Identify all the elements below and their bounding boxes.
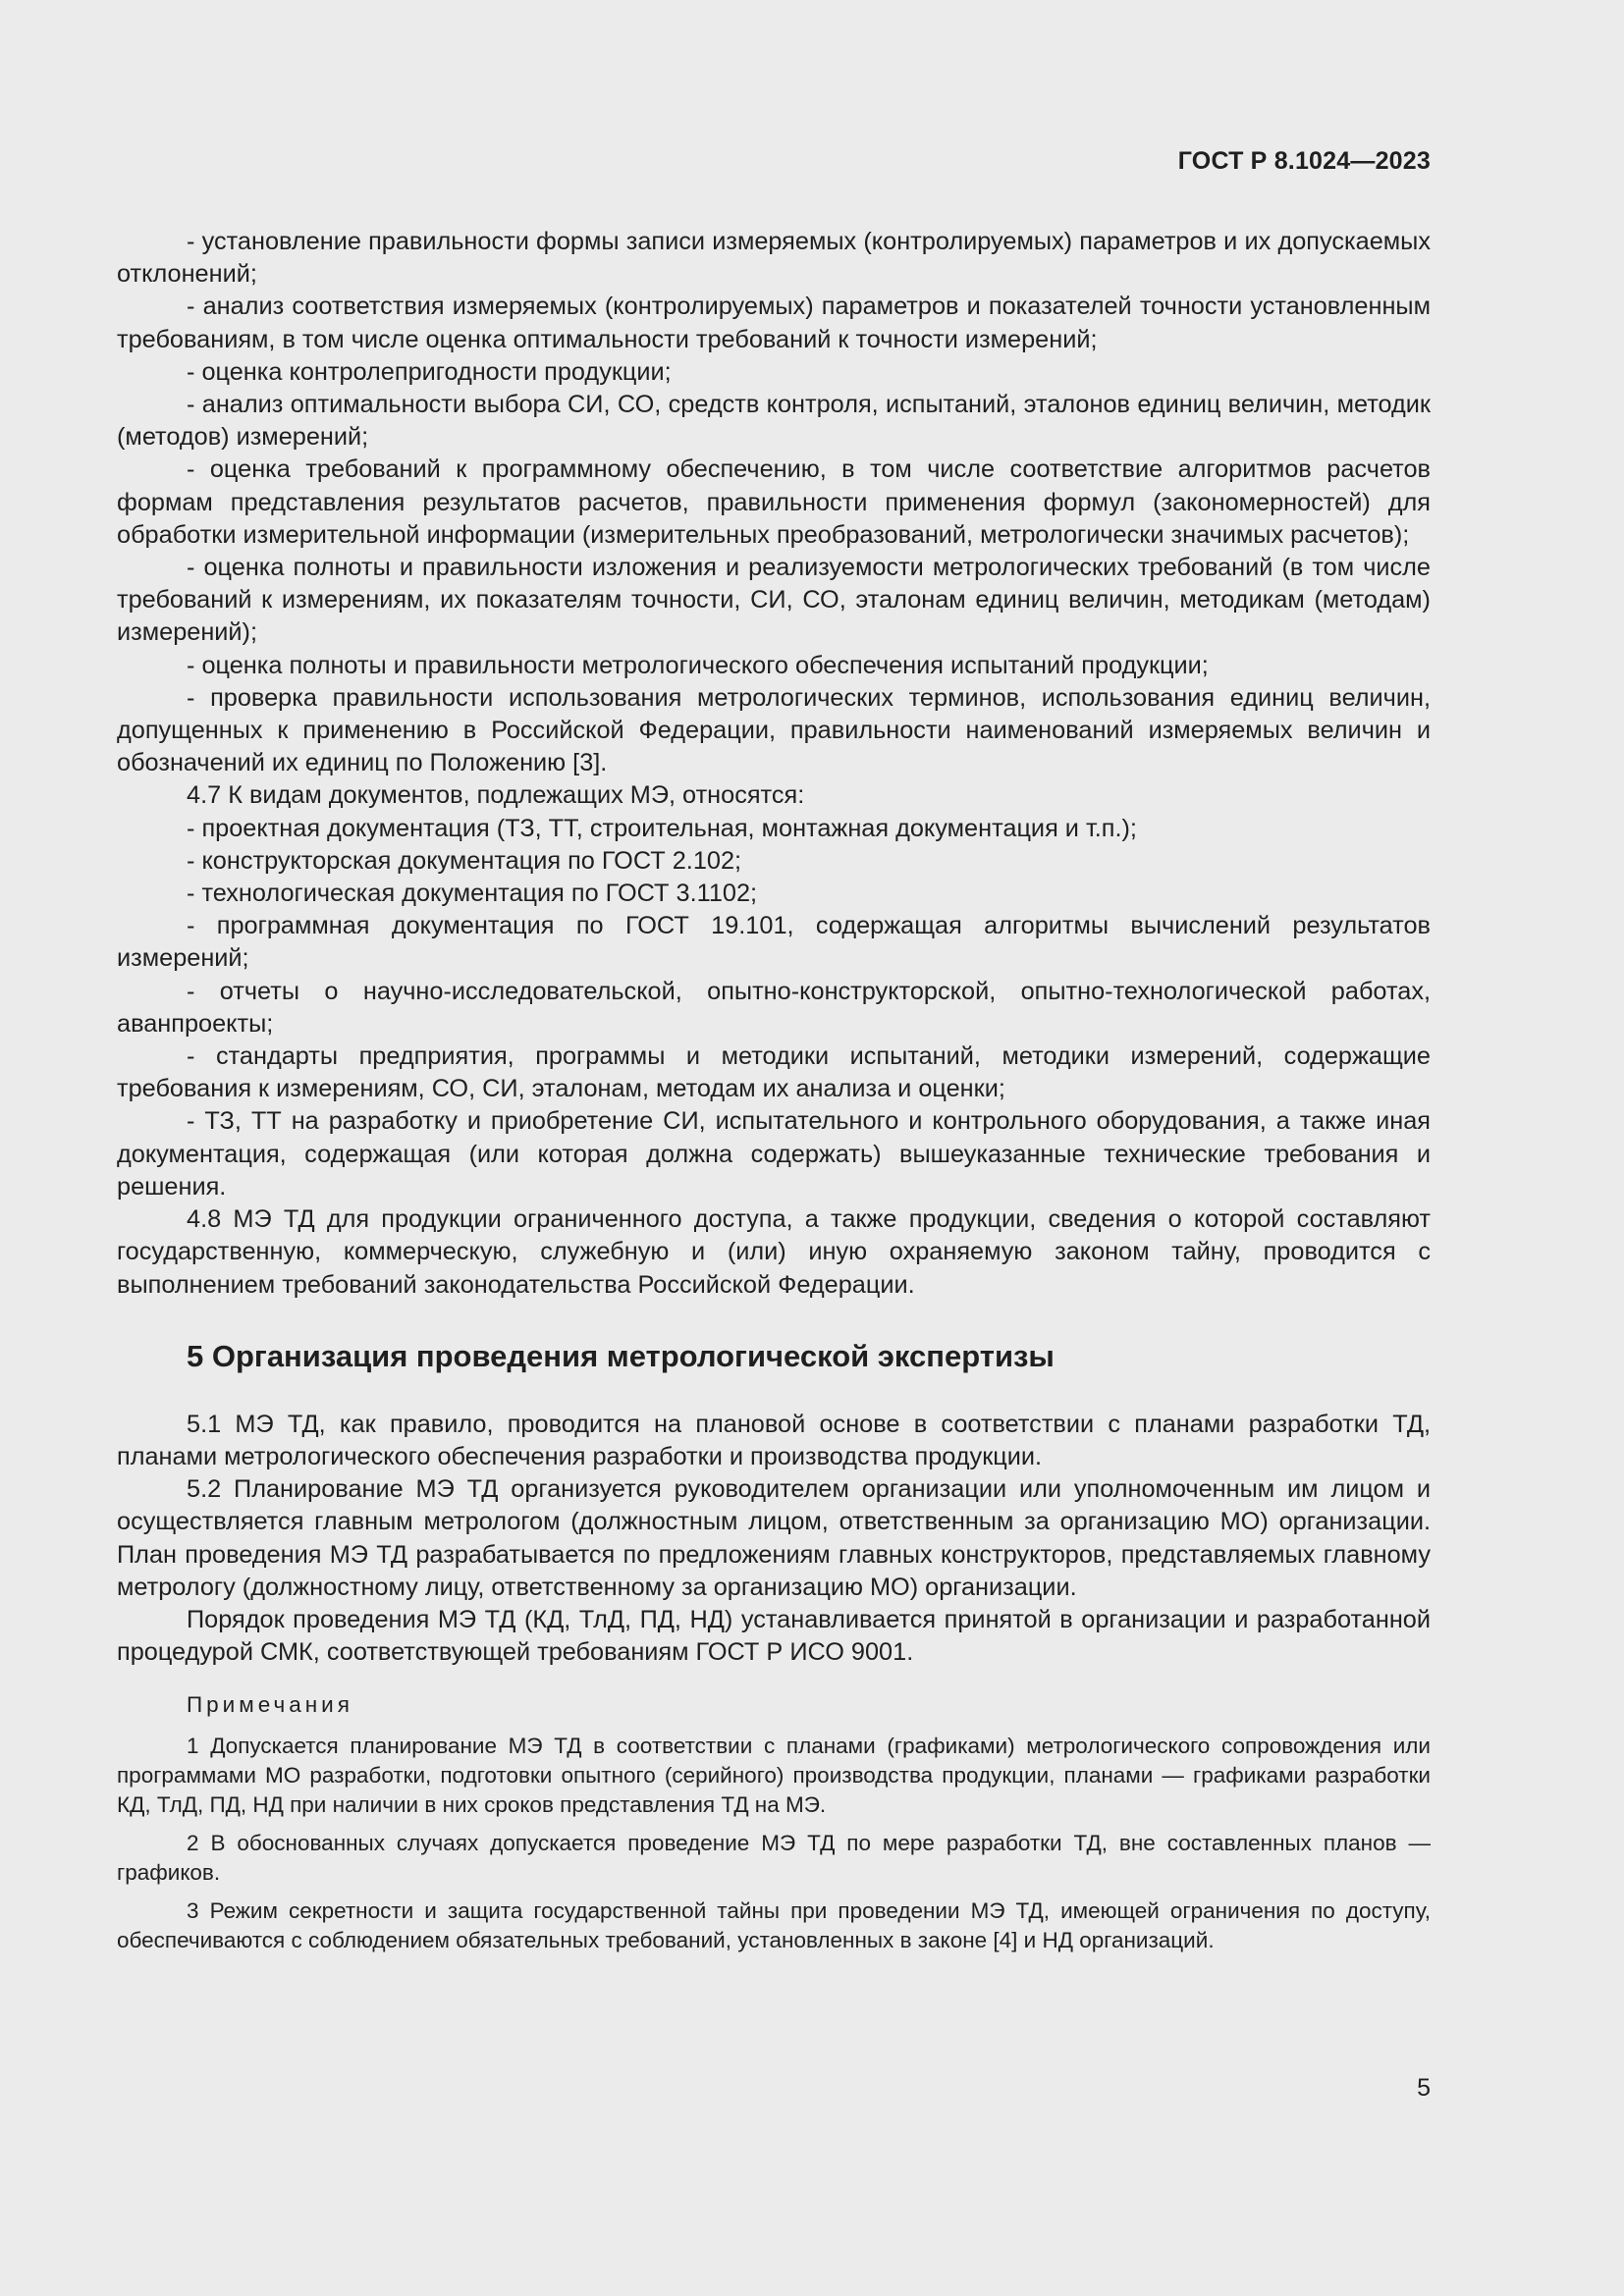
note-item: 3 Режим секретности и защита государственной тайны при проведении МЭ ТД, имеющей ограничения по доступу, обеспечиваются с соблюдением обязательных требований, установленных в законе [4] и НД организаций. (117, 1898, 1431, 1953)
list-item: - стандарты предприятия, программы и методики испытаний, методики измерений, содержащие требования к измерениям, СО, СИ, эталонам, методам их анализа и оценки; (117, 1042, 1431, 1103)
procedure-paragraph: Порядок проведения МЭ ТД (КД, ТлД, ПД, НД) устанавливается принятой в организации и разработанной процедурой СМК, соответствующей требованиям ГОСТ Р ИСО 9001. (117, 1605, 1431, 1667)
list-item: - оценка полноты и правильности метрологического обеспечения испытаний продукции; (187, 651, 1209, 679)
list-item: - программная документация по ГОСТ 19.101, содержащая алгоритмы вычислений результатов измерений; (117, 912, 1431, 973)
list-item: - проектная документация (ТЗ, ТТ, строительная, монтажная документация и т.п.); (187, 814, 1137, 842)
note-item: 2 В обоснованных случаях допускается проведение МЭ ТД по мере разработки ТД, вне составленных планов — графиков. (117, 1831, 1431, 1886)
clause-5-1: 5.1 МЭ ТД, как правило, проводится на плановой основе в соответствии с планами разработки ТД, планами метрологического обеспечения разработки и производства продукции. (117, 1410, 1431, 1470)
document-body (117, 226, 1431, 1964)
clause-4-7: 4.7 К видам документов, подлежащих МЭ, относятся: (187, 781, 805, 810)
list-item: - оценка требований к программному обеспечению, в том числе соответствие алгоритмов расчетов формам представления результатов расчетов, правильности применения формул (закономерностей) для обработки измерительной информации (измерительных преобразований, метрологически значимых расчетов); (117, 455, 1431, 549)
clause-5-2: 5.2 Планирование МЭ ТД организуется руководителем организации или уполномоченным им лицом и осуществляется главным метрологом (должностным лицом, ответственным за организацию МО) организации. План проведения МЭ ТД разрабатывается по предложениям главных конструкторов, представляемых главному метрологу (должностному лицу, ответственному за организацию МО) организации. (117, 1475, 1431, 1601)
document-code: ГОСТ Р 8.1024—2023 (1177, 147, 1431, 175)
list-item: - ТЗ, ТТ на разработку и приобретение СИ, испытательного и контрольного оборудования, а также иная документация, содержащая (или которая должна содержать) вышеуказанные технические требования и решения. (117, 1107, 1431, 1201)
list-item: - анализ оптимальности выбора СИ, СО, средств контроля, испытаний, эталонов единиц величин, методик (методов) измерений; (117, 391, 1431, 452)
page-number: 5 (1417, 2074, 1431, 2102)
list-item: - оценка контролепригодности продукции; (187, 357, 672, 386)
list-item: - установление правильности формы записи измеряемых (контролируемых) параметров и их допускаемых отклонений; (117, 228, 1431, 289)
list-item: - конструкторская документация по ГОСТ 2.102; (187, 846, 742, 875)
notes-title: Примечания (187, 1692, 353, 1718)
note-item: 1 Допускается планирование МЭ ТД в соответствии с планами (графиками) метрологического сопровождения или программами МО разработки, подготовки опытного (серийного) производства продукции, планами — графиками разработки КД, ТлД, ПД, НД при наличии в них сроков представления ТД на МЭ. (117, 1734, 1431, 1818)
section-heading: 5 Организация проведения метрологической экспертизы (187, 1338, 1055, 1373)
clause-4-8: 4.8 МЭ ТД для продукции ограниченного доступа, а также продукции, сведения о которой составляют государственную, коммерческую, служебную и (или) иную охраняемую законом тайну, проводится с выполнением требований законодательства Российской Федерации. (117, 1205, 1431, 1299)
list-item: - отчеты о научно-исследовательской, опытно-конструкторской, опытно-технологической работах, аванпроекты; (117, 977, 1431, 1038)
list-item: - анализ соответствия измеряемых (контролируемых) параметров и показателей точности установленным требованиям, в том числе оценка оптимальности требований к точности измерений; (117, 293, 1431, 353)
list-item: - оценка полноты и правильности изложения и реализуемости метрологических требований (в том числе требований к измерениям, их показателям точности, СИ, СО, эталонам единиц величин, методикам (методам) измерений); (117, 554, 1431, 647)
list-item: - технологическая документация по ГОСТ 3.1102; (187, 880, 758, 908)
list-item: - проверка правильности использования метрологических терминов, использования единиц величин, допущенных к применению в Российской Федерации, правильности наименований измеряемых величин и обозначений их единиц по Положению [3]. (117, 683, 1431, 777)
